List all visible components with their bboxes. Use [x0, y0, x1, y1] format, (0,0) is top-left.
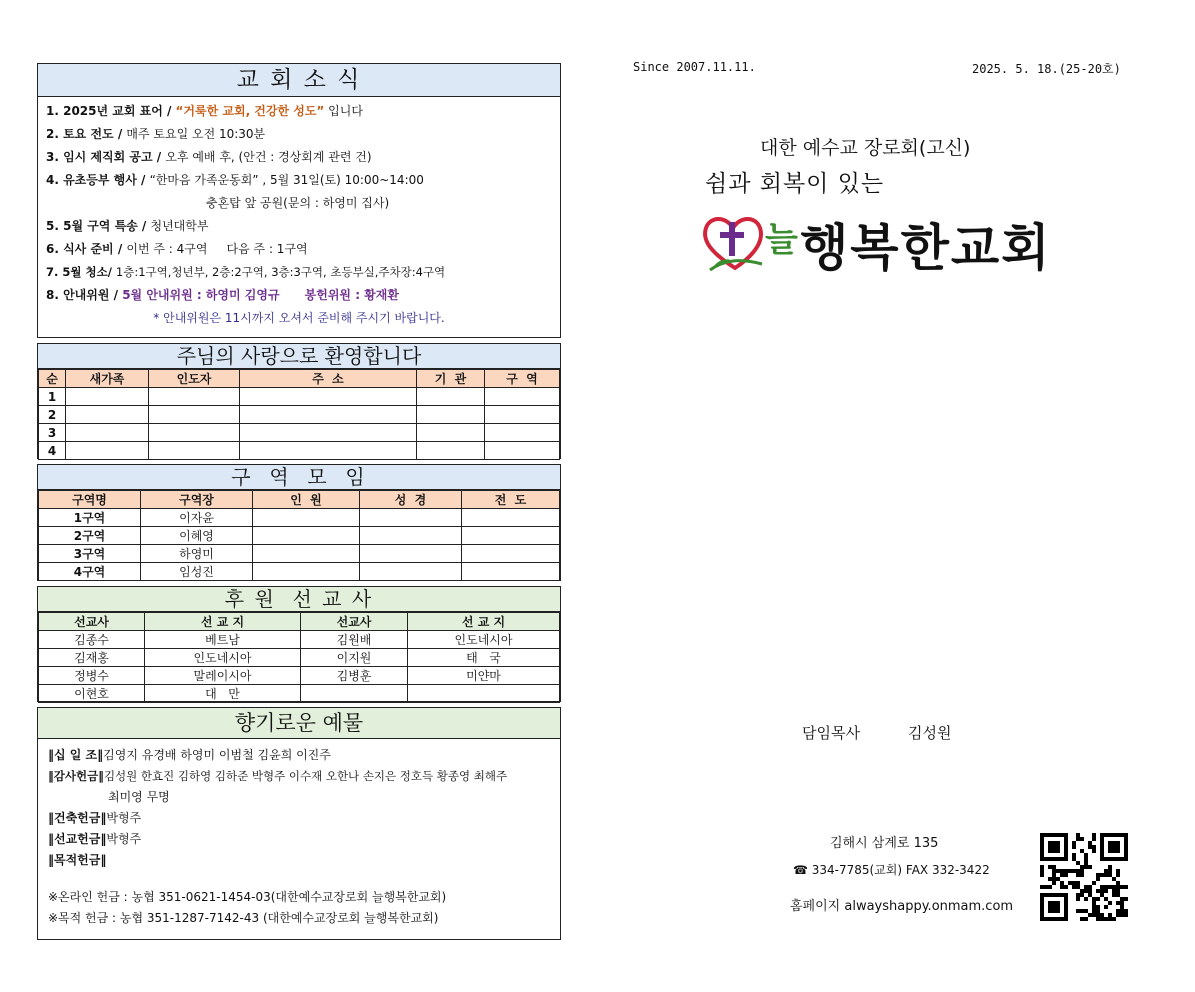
offering-tithe: ‖십 일 조‖김영지 유경배 하영미 이범철 김윤희 이진주 — [48, 748, 331, 762]
missionary-title: 후 원 선 교 사 — [38, 587, 560, 612]
district-panel — [37, 464, 561, 581]
table-row — [39, 527, 560, 545]
district-leader: 이혜영 — [141, 527, 253, 545]
offering-thanks: ‖감사헌금‖김성원 한효진 김하영 김하준 박형주 이수재 오한나 손지은 정호득 황종영 최해주 — [48, 769, 508, 783]
table-row — [39, 667, 560, 685]
col-header: 선 교 지 — [145, 613, 301, 631]
news-item-5: 5. 5월 구역 특송 / 청년대학부 — [46, 219, 209, 233]
table-row — [39, 424, 560, 442]
row-number: 3 — [39, 424, 66, 442]
church-name-logo: 행복한교회 — [800, 219, 1052, 277]
col-header: 선교사 — [301, 613, 408, 631]
missionary-name — [301, 685, 408, 703]
church-phone: ☎ 334-7785(교회) FAX 332-3422 — [793, 863, 990, 877]
welcome-panel — [37, 343, 561, 459]
news-item-3: 3. 임시 제직회 공고 / 오후 예배 후, (안건 : 경상회계 관련 건) — [46, 150, 372, 164]
missionary-name: 김재홍 — [39, 649, 145, 667]
col-header: 인 원 — [253, 491, 360, 509]
col-header: 인도자 — [149, 370, 240, 388]
missionary-name: 김병훈 — [301, 667, 408, 685]
col-header: 순 — [39, 370, 66, 388]
church-news-panel — [37, 63, 561, 338]
missionary-name: 정병수 — [39, 667, 145, 685]
usher-note: * 안내위원은 11시까지 오셔서 준비해 주시기 바랍니다. — [153, 311, 445, 325]
missionary-name: 이현호 — [39, 685, 145, 703]
mission-field — [408, 685, 560, 703]
col-header: 선 교 지 — [408, 613, 560, 631]
district-name: 2구역 — [39, 527, 141, 545]
news-item-8: 8. 안내위원 / 5월 안내위원 : 하영미 김영규 봉헌위원 : 황재환 — [46, 288, 399, 302]
news-item-4-cont: 충혼탑 앞 공원(문의 : 하영미 집사) — [206, 196, 390, 210]
church-news-list — [38, 97, 560, 330]
welcome-table — [38, 369, 560, 460]
missionary-name: 이지원 — [301, 649, 408, 667]
offering-title: 향기로운 예물 — [38, 708, 560, 739]
bulletin-date: 2025. 5. 18.(25-20호) — [972, 62, 1121, 76]
denomination: 대한 예수교 장로회(고신) — [760, 137, 971, 159]
mission-field: 말레이시아 — [145, 667, 301, 685]
mission-field: 인도네시아 — [408, 631, 560, 649]
mission-field: 대 만 — [145, 685, 301, 703]
church-homepage: 홈페이지 alwayshappy.onmam.com — [790, 899, 1014, 914]
missionary-name: 김원배 — [301, 631, 408, 649]
qr-code-icon[interactable] — [1040, 833, 1128, 921]
church-news-title: 교 회 소 식 — [38, 64, 560, 97]
online-offering-account: ※온라인 헌금 : 농협 351-0621-1454-03(대한예수교장로회 늘행복한교회) — [48, 890, 447, 904]
table-row — [39, 563, 560, 581]
news-item-2: 2. 토요 전도 / 매주 토요일 오전 10:30분 — [46, 127, 266, 141]
since-date: Since 2007.11.11. — [633, 60, 756, 74]
news-item-1: 1. 2025년 교회 표어 / “거룩한 교회, 건강한 성도” 입니다 — [46, 104, 363, 118]
col-header: 새가족 — [66, 370, 149, 388]
district-name: 4구역 — [39, 563, 141, 581]
offering-panel — [37, 707, 561, 940]
offering-mission: ‖선교헌금‖박형주 — [48, 832, 142, 846]
missionary-header-row — [39, 613, 560, 631]
col-header: 구역장 — [141, 491, 253, 509]
table-row — [39, 685, 560, 703]
table-row — [39, 442, 560, 460]
mission-field: 베트남 — [145, 631, 301, 649]
table-row — [39, 631, 560, 649]
table-row — [39, 406, 560, 424]
missionary-name: 김종수 — [39, 631, 145, 649]
welcome-title: 주님의 사랑으로 환영합니다 — [38, 344, 560, 369]
offering-thanks-cont: 최미영 무명 — [108, 790, 170, 804]
table-row — [39, 649, 560, 667]
col-header: 전 도 — [462, 491, 560, 509]
missionary-panel — [37, 586, 561, 702]
row-number: 4 — [39, 442, 66, 460]
district-header-row — [39, 491, 560, 509]
district-leader: 이자윤 — [141, 509, 253, 527]
district-table — [38, 490, 560, 581]
logo-small-text: 늘 — [765, 220, 798, 260]
mission-field: 미얀마 — [408, 667, 560, 685]
news-item-7: 7. 5월 청소/ 1층:1구역,청년부, 2층:2구역, 3층:3구역, 초등부실,주차장:4구역 — [46, 265, 446, 279]
church-address: 김해시 삼계로 135 — [830, 836, 939, 851]
table-row — [39, 545, 560, 563]
offering-purpose: ‖목적헌금‖ — [48, 853, 107, 867]
tagline: 쉼과 회복이 있는 — [705, 171, 885, 197]
news-item-6: 6. 식사 준비 / 이번 주 : 4구역 다음 주 : 1구역 — [46, 242, 308, 256]
table-row — [39, 509, 560, 527]
pastor-title: 담임목사 — [802, 724, 860, 742]
offering-list — [38, 739, 560, 935]
row-number: 2 — [39, 406, 66, 424]
church-logo-icon — [700, 210, 770, 276]
col-header: 기 관 — [417, 370, 485, 388]
col-header: 구역명 — [39, 491, 141, 509]
district-name: 1구역 — [39, 509, 141, 527]
table-row — [39, 388, 560, 406]
district-leader: 임성진 — [141, 563, 253, 581]
news-item-4: 4. 유초등부 행사 / “한마음 가족운동회” , 5월 31일(토) 10:00~14:00 — [46, 173, 424, 187]
col-header: 주 소 — [240, 370, 417, 388]
mission-field: 인도네시아 — [145, 649, 301, 667]
col-header: 구 역 — [485, 370, 560, 388]
welcome-header-row — [39, 370, 560, 388]
col-header: 선교사 — [39, 613, 145, 631]
district-title: 구 역 모 임 — [38, 465, 560, 490]
district-name: 3구역 — [39, 545, 141, 563]
offering-building: ‖건축헌금‖박형주 — [48, 811, 142, 825]
missionary-table — [38, 612, 560, 703]
row-number: 1 — [39, 388, 66, 406]
col-header: 성 경 — [360, 491, 462, 509]
pastor-name: 김성원 — [908, 724, 952, 742]
district-leader: 하영미 — [141, 545, 253, 563]
purpose-offering-account: ※목적 헌금 : 농협 351-1287-7142-43 (대한예수교장로회 늘행복한교회) — [48, 911, 439, 925]
mission-field: 태 국 — [408, 649, 560, 667]
